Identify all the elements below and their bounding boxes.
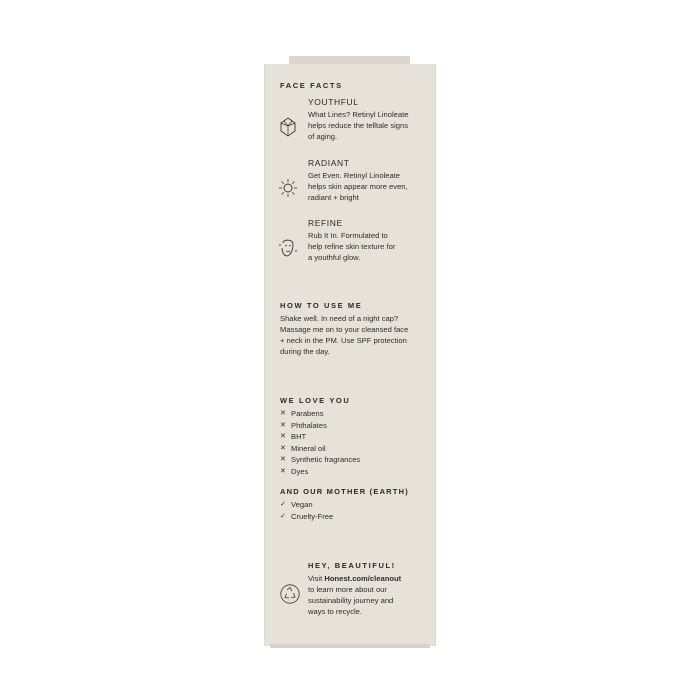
list-item	[280, 443, 360, 455]
hey-beautiful-line: to learn more about our	[308, 585, 387, 594]
face-icon	[278, 237, 298, 259]
sun-icon	[278, 178, 298, 198]
list-item-label: BHT	[291, 432, 307, 442]
check-icon: ✓	[280, 501, 286, 508]
mother-earth-heading: AND OUR MOTHER (EARTH)	[280, 487, 409, 496]
cleanout-link: Honest.com/cleanout	[324, 574, 402, 583]
list-item-label: Phthalates	[291, 420, 327, 430]
cross-icon: ✕	[280, 410, 286, 417]
mother-earth-list	[280, 499, 333, 522]
youthful-text	[308, 109, 408, 142]
refine-text	[308, 230, 395, 263]
visit-line	[308, 573, 401, 584]
cross-icon: ✕	[280, 433, 286, 441]
list-item	[280, 454, 360, 466]
box-bottom-edge	[270, 644, 430, 648]
radiant-text	[308, 170, 408, 203]
list-item-label: Parabens	[291, 409, 324, 418]
how-to-use-heading: HOW TO USE ME	[280, 301, 363, 310]
free-from-list	[280, 408, 360, 478]
radiant-title: RADIANT	[308, 158, 350, 168]
list-item-label: Vegan	[291, 500, 313, 509]
how-to-use-line: during the day.	[280, 347, 330, 356]
refine-line: a youthful glow.	[308, 253, 361, 262]
radiant-line: helps skin appear more even,	[308, 182, 408, 191]
youthful-title: YOUTHFUL	[308, 97, 359, 107]
how-to-use-line: + neck in the PM. Use SPF protection	[280, 336, 407, 345]
youthful-line: helps reduce the telltale signs	[308, 121, 409, 130]
list-item	[280, 511, 333, 523]
youthful-line: What Lines? Retinyl Linoleate	[308, 110, 409, 119]
list-item	[280, 420, 360, 432]
cross-icon: ✕	[280, 444, 286, 452]
radiant-line: radiant + bright	[308, 193, 359, 202]
crystal-icon	[279, 117, 297, 137]
list-item	[280, 466, 360, 478]
refine-line: help refine skin texture for	[308, 242, 396, 251]
cross-icon: ✕	[280, 467, 286, 475]
list-item	[280, 431, 360, 443]
hey-beautiful-heading: HEY, BEAUTIFUL!	[308, 561, 396, 570]
hey-beautiful-line: ways to recycle.	[308, 607, 363, 616]
we-love-you-heading: WE LOVE YOU	[280, 396, 351, 405]
refine-line: Rub It In. Formulated to	[308, 231, 388, 240]
list-item	[280, 408, 360, 420]
face-facts-heading: FACE FACTS	[280, 81, 343, 90]
how-to-use-line: Shake well. In need of a night cap?	[280, 314, 399, 323]
list-item-label: Mineral oil	[291, 443, 326, 453]
recycle-icon	[280, 584, 300, 604]
hey-beautiful-line: sustainability journey and	[308, 596, 394, 605]
list-item-label: Dyes	[291, 466, 309, 476]
how-to-use-line: Massage me on to your cleansed face	[280, 325, 409, 334]
radiant-line: Get Even. Retinyl Linoleate	[308, 171, 401, 180]
hey-beautiful-text	[308, 573, 401, 617]
check-icon: ✓	[280, 512, 286, 520]
list-item-label: Synthetic fragrances	[291, 455, 361, 465]
list-item	[280, 499, 333, 511]
refine-title: REFINE	[308, 218, 343, 228]
cross-icon: ✕	[280, 456, 286, 464]
youthful-line: of aging.	[308, 132, 338, 141]
cross-icon: ✕	[280, 421, 286, 429]
how-to-use-text	[280, 313, 408, 357]
list-item-label: Cruelty-Free	[291, 511, 334, 521]
visit-label: Visit	[308, 574, 323, 583]
